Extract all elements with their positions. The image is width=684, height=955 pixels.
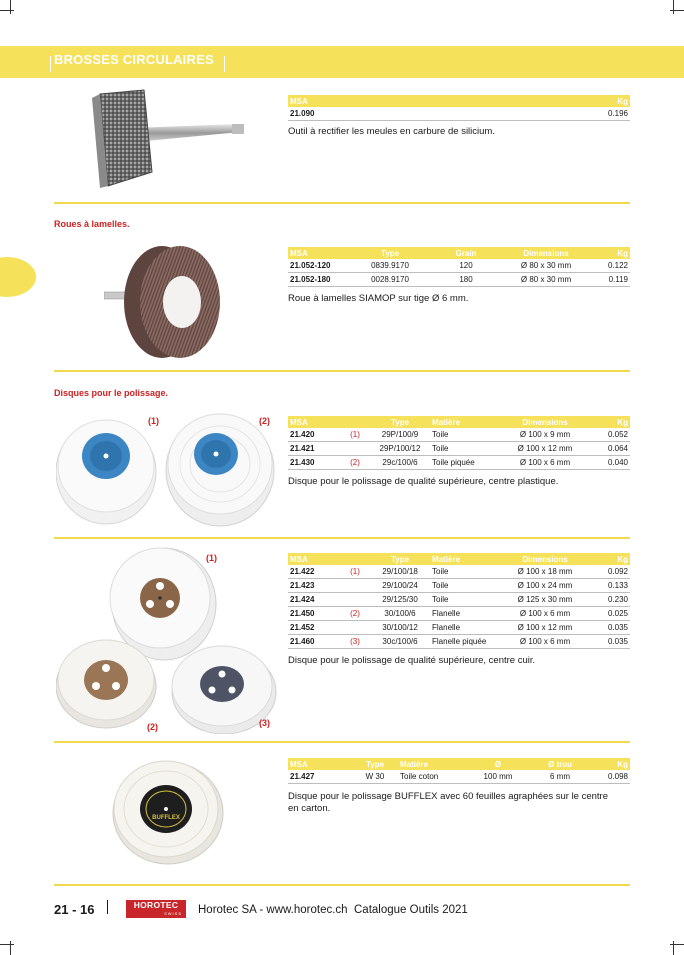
cell-kg: 0.119 (588, 273, 630, 287)
description: Disque pour le polissage de qualité supérieure, centre cuir. (288, 655, 536, 666)
cell-msa: 21.052-120 (288, 259, 352, 273)
cell-type: 30/100/12 (370, 621, 430, 635)
cell-msa: 21.450 (288, 607, 340, 621)
col-header: MSA (288, 758, 352, 770)
cell-dimensions: Ø 100 x 18 mm (500, 565, 590, 579)
cell-msa: 21.424 (288, 593, 340, 607)
col-header: Grain (428, 247, 504, 259)
spec-table-2 (288, 247, 630, 287)
table-row (288, 456, 630, 470)
logo-text: HOROTEC (133, 900, 179, 910)
cell-dimensions: Ø 100 x 6 mm (500, 635, 590, 649)
cell-diameter: 100 mm (468, 770, 528, 784)
image-marker: (3) (259, 718, 270, 728)
table-row (288, 442, 630, 456)
crop-mark (10, 0, 11, 14)
col-header: Matière (398, 758, 468, 770)
cell-type: 30/100/6 (370, 607, 430, 621)
header-divider (224, 56, 225, 72)
description: Disque pour le polissage de qualité supérieure, centre plastique. (288, 476, 559, 487)
bufflex-label: BUFFLEX (152, 815, 180, 821)
cell-dimensions: Ø 100 x 9 mm (500, 428, 590, 442)
cell-dimensions: Ø 100 x 6 mm (500, 456, 590, 470)
cell-matiere: Toile (430, 579, 500, 593)
cell-dimensions: Ø 80 x 30 mm (504, 273, 588, 287)
page-title: BROSSES CIRCULAIRES (54, 52, 214, 67)
cell-msa: 21.423 (288, 579, 340, 593)
cell-type: 30c/100/6 (370, 635, 430, 649)
table-row (288, 428, 630, 442)
cell-kg: 0.025 (590, 607, 630, 621)
cell-dimensions: Ø 125 x 30 mm (500, 593, 590, 607)
cell-grain: 120 (428, 259, 504, 273)
cell-msa: 21.460 (288, 635, 340, 649)
col-header: Kg (588, 247, 630, 259)
crop-mark (0, 944, 14, 945)
col-header: Dimensions (500, 553, 590, 565)
col-header: Kg (590, 416, 630, 428)
cell-type: 29/125/30 (370, 593, 430, 607)
cell-ref (340, 593, 370, 607)
cell-ref: (1) (340, 428, 370, 442)
col-header: MSA (288, 95, 538, 107)
cell-msa: 21.422 (288, 565, 340, 579)
image-marker: (2) (147, 722, 158, 732)
cell-kg: 0.040 (590, 456, 630, 470)
cell-kg: 0.064 (590, 442, 630, 456)
cell-ref: (1) (340, 565, 370, 579)
col-header: Ø trou (528, 758, 592, 770)
section-title: Roues à lamelles. (54, 219, 130, 229)
cell-matiere: Toile piquée (430, 456, 500, 470)
polishing-discs-plastic-image (56, 410, 276, 530)
crop-mark (673, 0, 674, 14)
page-number: 21 - 16 (54, 902, 95, 917)
cell-matiere: Toile coton (398, 770, 468, 784)
cell-msa: 21.090 (288, 107, 538, 121)
table-row (288, 593, 630, 607)
cell-type: 29P/100/12 (370, 442, 430, 456)
cell-msa: 21.052-180 (288, 273, 352, 287)
cell-type: 0839.9170 (352, 259, 428, 273)
cell-ref: (2) (340, 456, 370, 470)
section-separator (54, 884, 630, 886)
cell-matiere: Toile (430, 593, 500, 607)
col-header: Kg (538, 95, 630, 107)
cell-dimensions: Ø 100 x 6 mm (500, 607, 590, 621)
cell-matiere: Toile (430, 428, 500, 442)
cell-grain: 180 (428, 273, 504, 287)
section-title: Disques pour le polissage. (54, 388, 169, 398)
table-row (288, 635, 630, 649)
cell-kg: 0.196 (538, 107, 630, 121)
col-header: Matière (430, 416, 500, 428)
cell-dimensions: Ø 100 x 12 mm (500, 442, 590, 456)
flap-wheel-image (104, 244, 224, 360)
horotec-logo[interactable] (126, 900, 186, 918)
crop-mark (670, 944, 684, 945)
spec-table-4 (288, 553, 630, 649)
section-separator (54, 202, 630, 204)
spec-table-3 (288, 416, 630, 470)
dresser-tool-image (86, 86, 256, 190)
description: Roue à lamelles SIAMOP sur tige Ø 6 mm. (288, 293, 469, 304)
header-divider (50, 56, 51, 72)
cell-kg: 0.098 (592, 770, 630, 784)
cell-type: 29P/100/9 (370, 428, 430, 442)
table-row (288, 259, 630, 273)
cell-ref: (3) (340, 635, 370, 649)
col-header: Ø (468, 758, 528, 770)
col-header: MSA (288, 247, 352, 259)
cell-matiere: Toile (430, 565, 500, 579)
cell-msa: 21.427 (288, 770, 352, 784)
spec-table-1 (288, 95, 630, 121)
cell-msa: 21.421 (288, 442, 340, 456)
col-header: MSA (288, 553, 340, 565)
cell-dimensions: Ø 80 x 30 mm (504, 259, 588, 273)
cell-kg: 0.092 (590, 565, 630, 579)
col-header: Type (370, 416, 430, 428)
cell-matiere: Flanelle piquée (430, 635, 500, 649)
crop-mark (0, 10, 14, 11)
polishing-discs-leather-image (56, 546, 278, 734)
cell-kg: 0.035 (590, 621, 630, 635)
image-marker: (1) (206, 553, 217, 563)
table-row (288, 621, 630, 635)
catalogue-label: Catalogue Outils 2021 (354, 904, 468, 916)
cell-type: 29/100/24 (370, 579, 430, 593)
table-row (288, 770, 630, 784)
bufflex-disc-image (112, 757, 224, 865)
col-header: Dimensions (504, 247, 588, 259)
cell-type: 29/100/18 (370, 565, 430, 579)
cell-msa: 21.420 (288, 428, 340, 442)
description-line: Disque pour le polissage BUFFLEX avec 60 feuilles agraphées sur le centre (288, 791, 609, 802)
cell-kg: 0.035 (590, 635, 630, 649)
side-tab (0, 257, 36, 297)
image-marker: (2) (259, 416, 270, 426)
footer-divider (107, 900, 108, 914)
cell-dimensions: Ø 100 x 24 mm (500, 579, 590, 593)
cell-kg: 0.122 (588, 259, 630, 273)
cell-kg: 0.133 (590, 579, 630, 593)
cell-dimensions: Ø 100 x 12 mm (500, 621, 590, 635)
cell-type: W 30 (352, 770, 398, 784)
cell-ref (340, 579, 370, 593)
col-header: Kg (590, 553, 630, 565)
company-info: Horotec SA - www.horotec.ch (198, 904, 348, 916)
section-separator (54, 370, 630, 372)
description: Outil à rectifier les meules en carbure de silicium. (288, 126, 495, 137)
crop-mark (670, 10, 684, 11)
col-header: Matière (430, 553, 500, 565)
cell-kg: 0.052 (590, 428, 630, 442)
cell-hole: 6 mm (528, 770, 592, 784)
cell-type: 0028.9170 (352, 273, 428, 287)
col-header: Type (352, 247, 428, 259)
col-header: Type (370, 553, 430, 565)
logo-subtext: SWISS (164, 911, 182, 916)
table-row (288, 273, 630, 287)
table-row (288, 607, 630, 621)
col-header: Kg (592, 758, 630, 770)
col-header: MSA (288, 416, 340, 428)
cell-ref: (2) (340, 607, 370, 621)
cell-matiere: Flanelle (430, 621, 500, 635)
description-line: en carton. (288, 803, 331, 814)
section-separator (54, 537, 630, 539)
cell-matiere: Toile (430, 442, 500, 456)
cell-ref (340, 621, 370, 635)
section-separator (54, 741, 630, 743)
col-header: Dimensions (500, 416, 590, 428)
table-row (288, 107, 630, 121)
cell-msa: 21.452 (288, 621, 340, 635)
col-header: Type (352, 758, 398, 770)
cell-kg: 0.230 (590, 593, 630, 607)
cell-type: 29c/100/6 (370, 456, 430, 470)
cell-ref (340, 442, 370, 456)
image-marker: (1) (148, 416, 159, 426)
table-row (288, 579, 630, 593)
cell-msa: 21.430 (288, 456, 340, 470)
description (288, 791, 628, 815)
table-row (288, 565, 630, 579)
spec-table-5 (288, 758, 630, 784)
cell-matiere: Flanelle (430, 607, 500, 621)
